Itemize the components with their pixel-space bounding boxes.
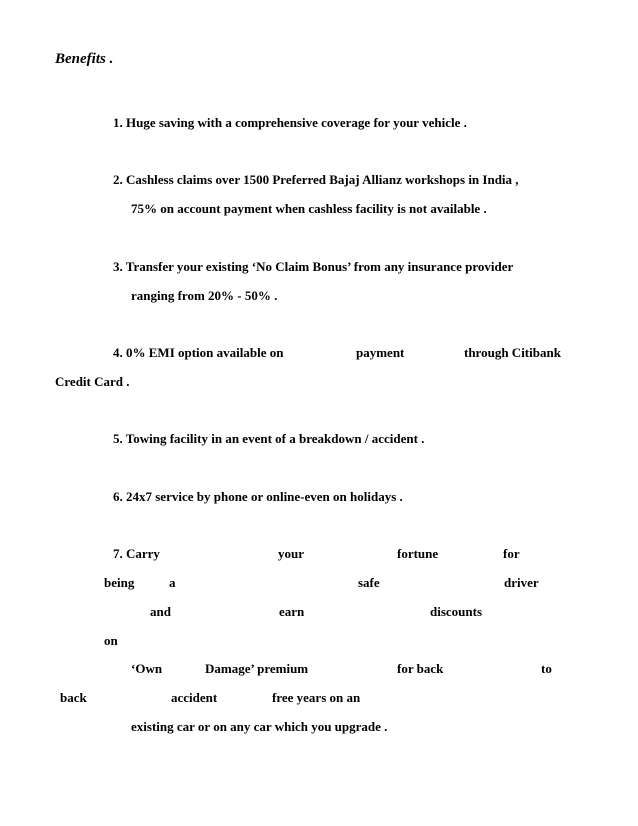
benefit-7-word: fortune [397,546,439,561]
benefit-7-word: a [169,575,176,590]
benefits-heading: Benefits . [55,51,114,67]
benefit-1-text: 1. Huge saving with a comprehensive coverage for your vehicle . [113,115,467,130]
benefit-2-text-line2: 75% on account payment when cashless facility is not available . [131,201,487,216]
benefit-7-word: ‘Own [131,661,163,676]
benefit-7-word: being [104,575,135,590]
benefit-7-word: accident [171,690,218,705]
benefit-4-word-1: 4. 0% EMI option available on [113,345,284,360]
benefit-4-word-3: through Citibank [464,345,561,360]
benefit-7-word: Damage’ premium [205,661,309,676]
benefit-3-text-line2: ranging from 20% - 50% . [131,288,278,303]
benefit-7-word: discounts [430,604,483,619]
benefit-5-text: 5. Towing facility in an event of a breakdown / accident . [113,431,425,446]
benefit-7-word: free years on an [272,690,361,705]
benefit-7-word: safe [358,575,380,590]
benefit-7-word: existing car or on any car which you upgrade . [131,719,388,734]
benefit-4-word-2: payment [356,345,405,360]
benefit-7-word: to [541,661,552,676]
benefit-7-word: on [104,633,118,648]
benefit-7-word: driver [504,575,539,590]
benefit-7-word: for back [397,661,444,676]
benefit-7-word: 7. Carry [113,546,160,561]
benefit-4-continuation: Credit Card . [55,374,130,389]
benefit-6-text: 6. 24x7 service by phone or online-even on holidays . [113,489,403,504]
benefit-7-word: back [60,690,87,705]
benefit-2-text-line1: 2. Cashless claims over 1500 Preferred Bajaj Allianz workshops in India , [113,172,519,187]
benefit-3-text-line1: 3. Transfer your existing ‘No Claim Bonus’ from any insurance provider [113,259,514,274]
benefit-7-word: your [278,546,304,561]
benefit-7-word: and [150,604,171,619]
benefit-7-word: for [503,546,520,561]
benefit-7-word: earn [279,604,305,619]
